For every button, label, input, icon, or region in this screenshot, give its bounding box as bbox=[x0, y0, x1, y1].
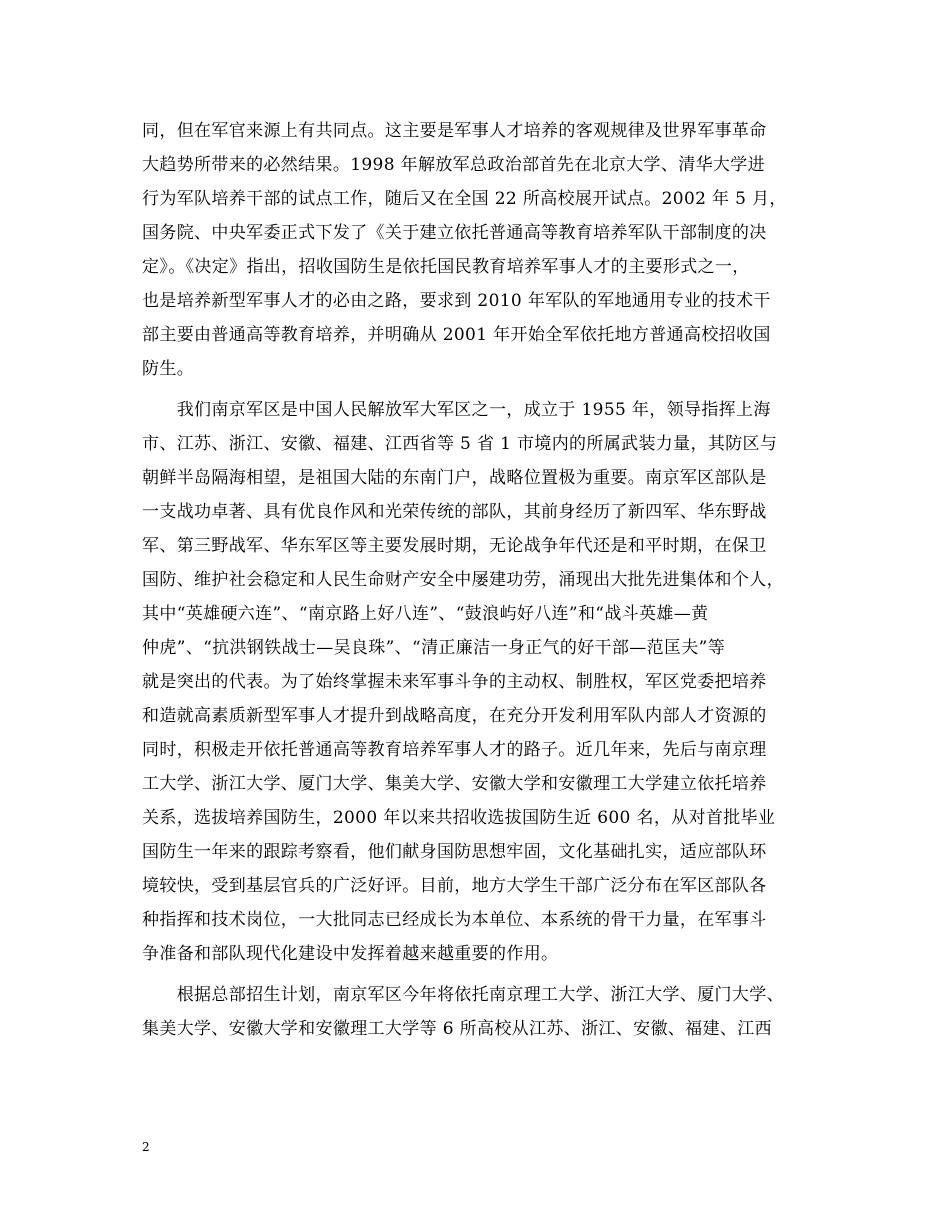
text-line: 争准备和部队现代化建设中发挥着越来越重要的作用。 bbox=[142, 944, 559, 964]
text-line: 仲虎”、“抗洪钢铁战士—吴良珠”、“清正廉洁一身正气的好干部—范匡夫”等 bbox=[142, 638, 726, 658]
text-line: 就是突出的代表。为了始终掌握未来军事斗争的主动权、制胜权，军区党委把培养 bbox=[142, 672, 767, 692]
text-line: 也是培养新型军事人才的必由之路，要求到 2010 年军队的军地通用专业的技术干 bbox=[142, 291, 771, 311]
text-line: 国防生一年来的跟踪考察看，他们献身国防思想牢固，文化基础扎实，适应部队环 bbox=[142, 842, 767, 862]
paragraph-3 bbox=[142, 978, 812, 1046]
text-line: 境较快，受到基层官兵的广泛好评。目前，地方大学生干部广泛分布在军区部队各 bbox=[142, 876, 767, 896]
text-line: 集美大学、安徽大学和安徽理工大学等 6 所高校从江苏、浙江、安徽、福建、江西 bbox=[142, 1019, 772, 1039]
paragraph-1 bbox=[142, 114, 812, 386]
text-line: 国务院、中央军委正式下发了《关于建立依托普通高等教育培养军队干部制度的决 bbox=[142, 223, 767, 243]
paragraph-spacing bbox=[142, 971, 812, 978]
text-line: 同时，积极走开依托普通高等教育培养军事人才的路子。近几年来，先后与南京理 bbox=[142, 740, 767, 760]
text-line: 大趋势所带来的必然结果。1998 年解放军总政治部首先在北京大学、清华大学进 bbox=[142, 155, 765, 175]
paragraph-2 bbox=[142, 393, 812, 971]
text-line: 行为军队培养干部的试点工作，随后又在全国 22 所高校展开试点。2002 年 5 月， bbox=[142, 189, 787, 209]
text-line: 根据总部招生计划，南京军区今年将依托南京理工大学、浙江大学、厦门大学、 bbox=[142, 985, 784, 1005]
text-line: 防生。 bbox=[142, 359, 195, 379]
text-line: 关系，选拔培养国防生，2000 年以来共招收选拔国防生近 600 名，从对首批毕业 bbox=[142, 808, 776, 828]
text-line: 朝鲜半岛隔海相望，是祖国大陆的东南门户，战略位置极为重要。南京军区部队是 bbox=[142, 468, 767, 488]
text-line: 市、江苏、浙江、安徽、福建、江西省等 5 省 1 市境内的所属武装力量，其防区与 bbox=[142, 434, 778, 454]
paragraph-spacing bbox=[142, 386, 812, 393]
text-line: 一支战功卓著、具有优良作风和光荣传统的部队，其前身经历了新四军、华东野战 bbox=[142, 502, 767, 522]
page-number: 2 bbox=[142, 1140, 150, 1154]
text-line: 工大学、浙江大学、厦门大学、集美大学、安徽大学和安徽理工大学建立依托培养 bbox=[142, 774, 767, 794]
body-text bbox=[142, 114, 812, 1046]
text-line: 和造就高素质新型军事人才提升到战略高度，在充分开发利用军队内部人才资源的 bbox=[142, 706, 767, 726]
text-line: 定》。《决定》指出，招收国防生是依托国民教育培养军事人才的主要形式之一， bbox=[142, 257, 750, 277]
text-line: 国防、维护社会稳定和人民生命财产安全中屡建功劳，涌现出大批先进集体和个人， bbox=[142, 570, 784, 590]
text-line: 我们南京军区是中国人民解放军大军区之一，成立于 1955 年，领导指挥上海 bbox=[142, 400, 771, 420]
text-line: 同，但在军官来源上有共同点。这主要是军事人才培养的客观规律及世界军事革命 bbox=[142, 121, 767, 141]
text-line: 部主要由普通高等教育培养，并明确从 2001 年开始全军依托地方普通高校招收国 bbox=[142, 325, 771, 345]
text-line: 军、第三野战军、华东军区等主要发展时期，无论战争年代还是和平时期，在保卫 bbox=[142, 536, 767, 556]
text-line: 种指挥和技术岗位，一大批同志已经成长为本单位、本系统的骨干力量，在军事斗 bbox=[142, 910, 767, 930]
text-line: 其中“英雄硬六连”、“南京路上好八连”、“鼓浪屿好八连”和“战斗英雄—黄 bbox=[142, 604, 709, 624]
